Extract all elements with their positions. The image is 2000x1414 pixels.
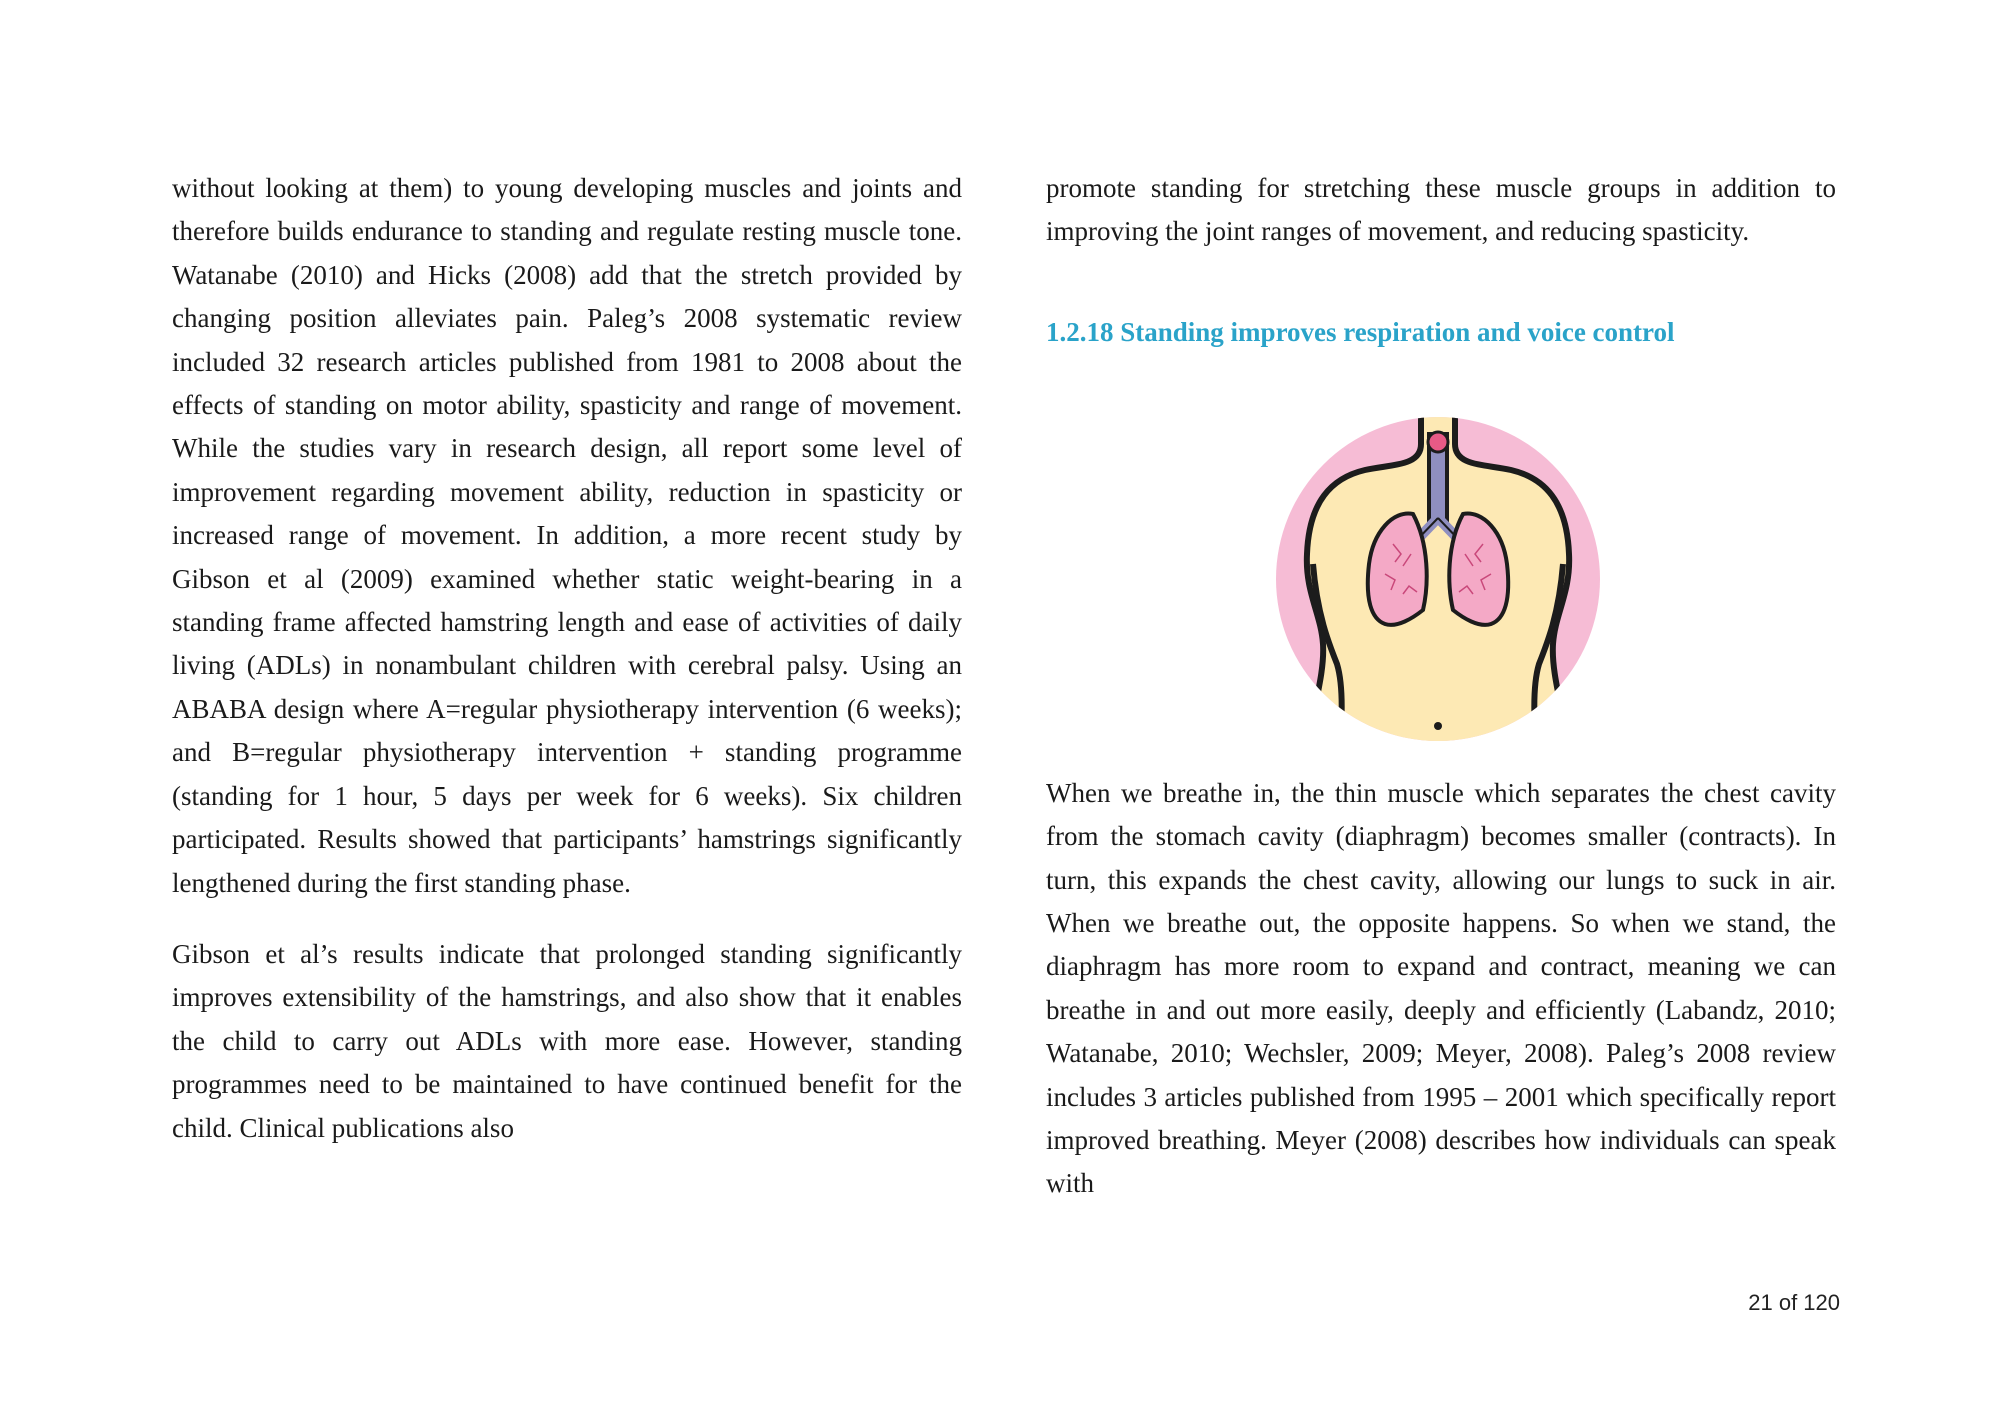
lungs-respiration-icon — [1273, 414, 1603, 744]
page-number: 21 of 120 — [1748, 1290, 1840, 1315]
left-paragraph-1: without looking at them) to young developing muscles and joints and therefore builds endurance to standing and regulate resting muscle tone. Watanabe (2010) and Hicks (2008) add that the stretch provided by changing position alleviates pain. Paleg’s 2008 systematic review included 32 research articles published from 1981 to 2008 about the effects of standing on motor ability, spasticity and range of movement. While the studies vary in research design, all report some level of improvement regarding movement ability, reduction in spasticity or increased range of movement. In addition, a more recent study by Gibson et al (2009) examined whether static weight-bearing in a standing frame affected hamstring length and ease of activities of daily living (ADLs) in nonambulant children with cerebral palsy. Using an ABABA design where A=regular physiotherapy intervention (6 weeks); and B=regular physiotherapy intervention + standing programme (standing for 1 hour, 5 days per week for 6 weeks). Six children participated. Results showed that participants’ hamstrings significantly lengthened during the first standing phase. — [172, 173, 962, 898]
section-heading: 1.2.18 Standing improves respiration and voice control — [1046, 316, 1675, 347]
left-column — [172, 167, 962, 1150]
navel — [1434, 722, 1442, 730]
left-paragraph-2: Gibson et al’s results indicate that prolonged standing significantly improves extensibility of the hamstrings, and also show that it enables the child to carry out ADLs with more ease. However, standing programmes need to be maintained to have continued benefit for the child. Clinical publications also — [172, 938, 962, 1143]
right-column — [1046, 167, 1836, 1206]
right-body-paragraph: When we breathe in, the thin muscle which separates the chest cavity from the stomach cavity (diaphragm) becomes smaller (contracts). In turn, this expands the chest cavity, allowing our lungs to suck in air. When we breathe out, the opposite happens. So when we stand, the diaphragm has more room to expand and contract, meaning we can breathe in and out more easily, deeply and efficiently (Labandz, 2010; Watanabe, 2010; Wechsler, 2009; Meyer, 2008). Paleg’s 2008 review includes 3 articles published from 1995 – 2001 which specifically report improved breathing. Meyer (2008) describes how individuals can speak with — [1046, 777, 1836, 1199]
spacer — [1046, 744, 1836, 772]
right-intro-paragraph: promote standing for stretching these muscle groups in addition to improving the joint ranges of movement, and reducing spasticity. — [1046, 173, 1836, 247]
larynx — [1428, 432, 1448, 452]
